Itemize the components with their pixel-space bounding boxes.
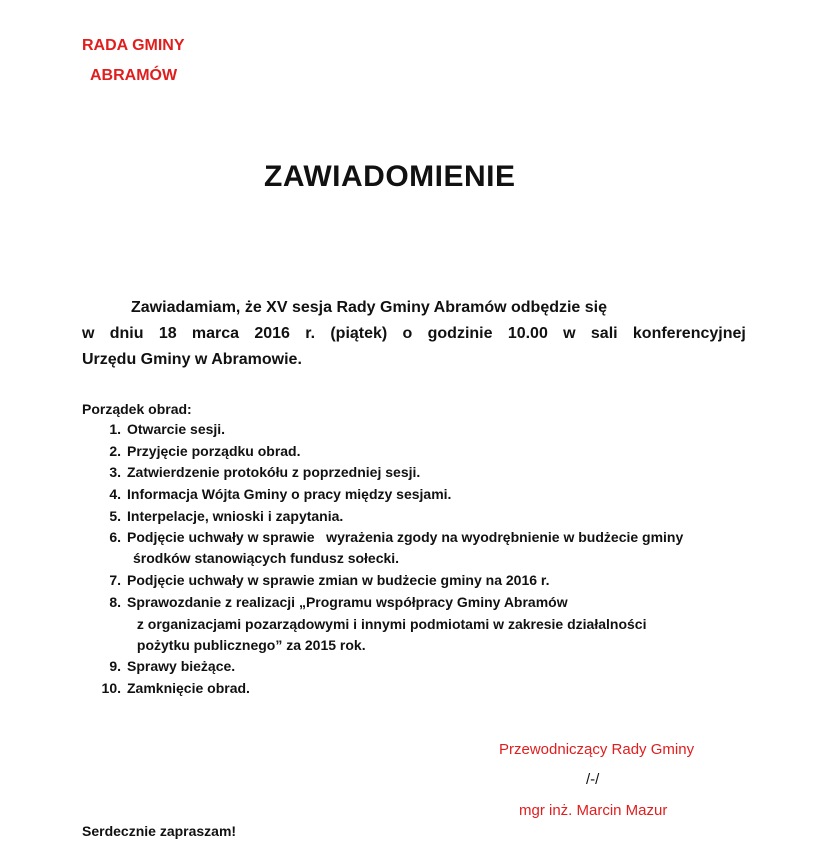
signature-name: mgr inż. Marcin Mazur xyxy=(519,802,668,819)
list-item xyxy=(94,484,451,504)
list-item-text: Przyjęcie porządku obrad. xyxy=(127,443,301,459)
list-item-text: Podjęcie uchwały w sprawie wyrażenia zgody na wyodrębnienie w budżecie gminy xyxy=(127,529,684,545)
list-item-text: Zatwierdzenie protokółu z poprzedniej sesji. xyxy=(127,464,421,480)
list-item-number: 4. xyxy=(109,486,121,502)
list-item-number: 8. xyxy=(109,594,121,610)
intro-word: 18 xyxy=(158,325,177,342)
intro-line-3: Urzędu Gminy w Abramowie. xyxy=(82,351,302,368)
list-item-number: 6. xyxy=(109,529,121,545)
list-item xyxy=(94,462,420,482)
list-item-number: 7. xyxy=(109,572,121,588)
council-location: ABRAMÓW xyxy=(90,67,178,84)
intro-word: 10.00 xyxy=(507,325,548,342)
intro-line-2 xyxy=(82,323,746,344)
list-item-number: 5. xyxy=(109,508,121,524)
list-item-number: 2. xyxy=(109,443,121,459)
list-item xyxy=(94,419,225,439)
list-item-continuation: pożytku publicznego” za 2015 rok. xyxy=(133,637,366,653)
list-item xyxy=(94,506,343,526)
list-item xyxy=(94,678,250,698)
agenda-label: Porządek obrad: xyxy=(82,401,192,417)
list-item-text: Zamknięcie obrad. xyxy=(127,680,250,696)
intro-word: w xyxy=(82,325,95,342)
list-item-text: Sprawozdanie z realizacji „Programu współpracy Gminy Abramów xyxy=(127,594,568,610)
intro-word: sali xyxy=(590,325,618,342)
list-item xyxy=(94,592,568,612)
list-item-number: 3. xyxy=(109,464,121,480)
list-item xyxy=(94,570,550,590)
list-item xyxy=(94,656,235,676)
intro-line-1: Zawiadamiam, że XV sesja Rady Gminy Abramów odbędzie się xyxy=(131,299,608,316)
intro-word: konferencyjnej xyxy=(632,325,746,342)
council-name: RADA GMINY xyxy=(82,37,185,54)
intro-word: dniu xyxy=(109,325,144,342)
intro-word: w xyxy=(563,325,576,342)
list-item-continuation: z organizacjami pozarządowymi i innymi podmiotami w zakresie działalności xyxy=(133,616,647,632)
list-item-continuation: środków stanowiących fundusz sołecki. xyxy=(133,550,400,566)
signature-role: Przewodniczący Rady Gminy xyxy=(499,741,695,758)
list-item-text: Otwarcie sesji. xyxy=(127,421,226,437)
list-item xyxy=(94,441,301,461)
list-item-number: 9. xyxy=(109,658,121,674)
signature-mark: /-/ xyxy=(586,771,600,788)
intro-word: godzinie xyxy=(427,325,493,342)
list-item-text: Sprawy bieżące. xyxy=(127,658,236,674)
list-item-number: 1. xyxy=(109,421,121,437)
intro-word: marca xyxy=(191,325,240,342)
list-item-text: Podjęcie uchwały w sprawie zmian w budżecie gminy na 2016 r. xyxy=(127,572,550,588)
list-item-number: 10. xyxy=(101,680,121,696)
list-item xyxy=(94,527,683,547)
intro-word: r. xyxy=(305,325,316,342)
list-item-text: Informacja Wójta Gminy o pracy między sesjami. xyxy=(127,486,452,502)
intro-word: 2016 xyxy=(254,325,290,342)
page-title: ZAWIADOMIENIE xyxy=(264,160,516,193)
list-item-text: Interpelacje, wnioski i zapytania. xyxy=(127,508,344,524)
closing-text: Serdecznie zapraszam! xyxy=(82,823,237,839)
intro-word: o xyxy=(402,325,413,342)
intro-word: (piątek) xyxy=(330,325,388,342)
